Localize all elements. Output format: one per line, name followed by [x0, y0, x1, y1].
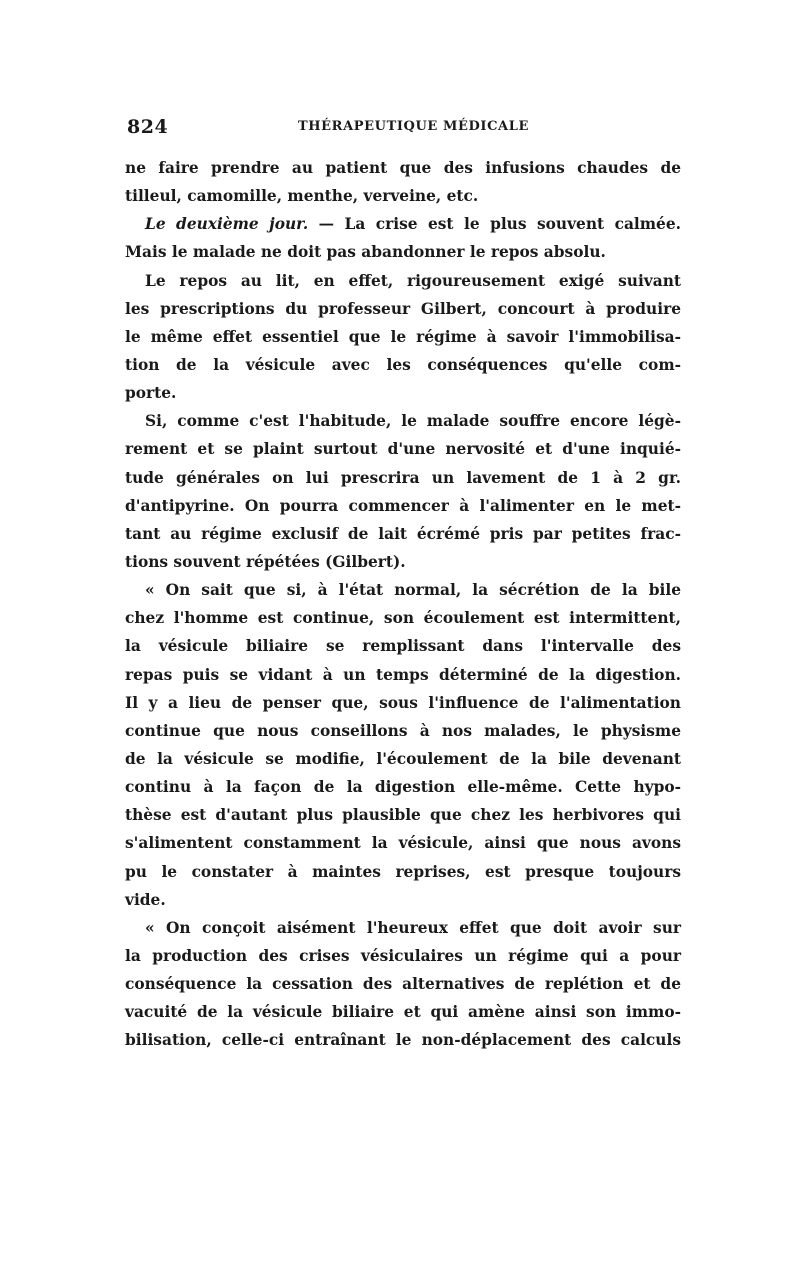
- text-line-15: tions souvent répétées (Gilbert).: [125, 552, 406, 571]
- text-line-28: « On conçoit aisément l'heureux effet que doit avoir sur: [145, 918, 681, 937]
- text-line-16: « On sait que si, à l'état normal, la sécrétion de la bile: [145, 581, 681, 600]
- text-line-14: tant au régime exclusif de lait écrémé pris par petites frac-: [125, 524, 681, 543]
- text-line-20: Il y a lieu de penser que, sous l'influence de l'alimentation: [125, 693, 681, 712]
- text-line-21: continue que nous conseillons à nos malades, le physisme: [125, 721, 681, 740]
- text-line-11: rement et se plaint surtout d'une nervosité et d'une inquié-: [125, 440, 681, 459]
- body-text: [125, 154, 681, 1055]
- text-line-19: repas puis se vidant à un temps déterminé de la digestion.: [125, 665, 681, 684]
- text-line-13: d'antipyrine. On pourra commencer à l'alimenter en le met-: [125, 496, 681, 515]
- text-line-7: le même effet essentiel que le régime à savoir l'immobilisa-: [125, 327, 681, 346]
- text-line-6: les prescriptions du professeur Gilbert, concourt à produire: [125, 299, 681, 318]
- text-line-23: continu à la façon de la digestion elle-même. Cette hypo-: [125, 778, 681, 797]
- text-line-9: porte.: [125, 384, 177, 403]
- text-line-27: vide.: [125, 890, 166, 909]
- running-title: THÉRAPEUTIQUE MÉDICALE: [298, 119, 529, 134]
- text-line-12: tude générales on lui prescrira un lavement de 1 à 2 gr.: [125, 468, 681, 487]
- second-day-text: — La crise est le plus souvent calmée.: [318, 215, 681, 234]
- page-number: 824: [127, 116, 169, 138]
- text-line-31: vacuité de la vésicule biliaire et qui amène ainsi son immo-: [125, 1003, 681, 1022]
- text-line-17: chez l'homme est continue, son écoulement est intermittent,: [125, 609, 681, 628]
- text-line-5: Le repos au lit, en effet, rigoureusement exigé suivant: [145, 271, 681, 290]
- text-line-30: conséquence la cessation des alternatives de replétion et de: [125, 975, 681, 994]
- text-line-2: tilleul, camomille, menthe, verveine, etc.: [125, 187, 479, 206]
- text-line-26: pu le constater à maintes reprises, est presque toujours: [125, 862, 681, 881]
- text-line-22: de la vésicule se modifie, l'écoulement de la bile devenant: [125, 749, 681, 768]
- text-line-3: [125, 210, 681, 238]
- text-line-10: Si, comme c'est l'habitude, le malade souffre encore légè-: [145, 412, 681, 431]
- running-header: [127, 116, 680, 140]
- text-line-18: la vésicule biliaire se remplissant dans l'intervalle des: [125, 637, 681, 656]
- text-line-24: thèse est d'autant plus plausible que chez les herbivores qui: [125, 806, 681, 825]
- text-line-32: bilisation, celle-ci entraînant le non-déplacement des calculs: [125, 1031, 681, 1050]
- second-day-heading: Le deuxième jour.: [145, 215, 309, 234]
- text-line-25: s'alimentent constamment la vésicule, ainsi que nous avons: [125, 834, 681, 853]
- text-line-1: ne faire prendre au patient que des infusions chaudes de: [125, 159, 681, 177]
- text-line-4: Mais le malade ne doit pas abandonner le repos absolu.: [125, 243, 606, 262]
- text-line-29: la production des crises vésiculaires un régime qui a pour: [125, 946, 681, 965]
- text-line-8: tion de la vésicule avec les conséquences qu'elle com-: [125, 355, 681, 374]
